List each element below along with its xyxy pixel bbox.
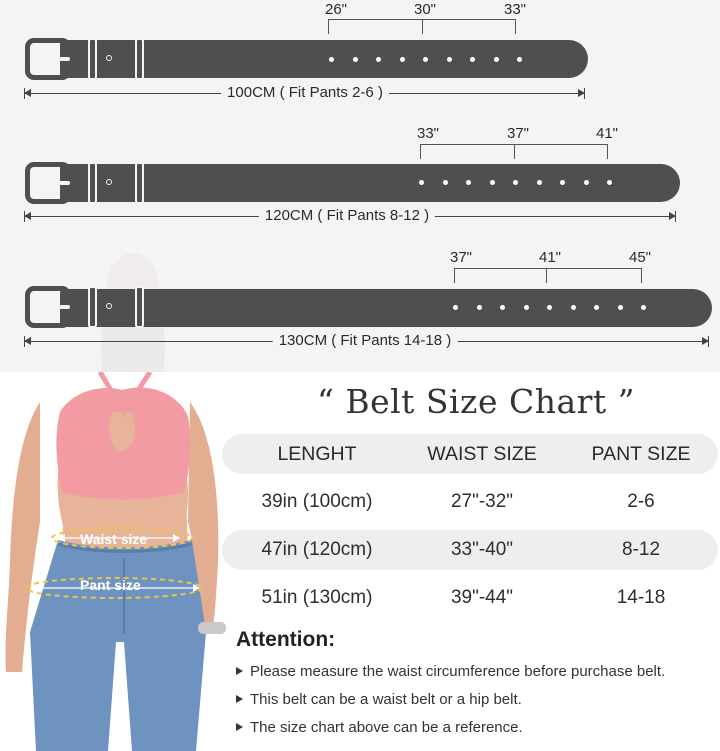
rivet-icon [106,179,112,185]
belt-keeper [88,286,97,328]
row-waist-size: 39"-44" [450,587,514,608]
belt-hole [537,180,542,185]
attention-note [236,663,665,680]
pant-size-label: Pant size [80,577,141,593]
belt-keeper [88,162,97,204]
belt-hole [513,180,518,185]
note-text: Please measure the waist circumference before purchase belt. [250,663,666,680]
table-row [222,578,718,618]
belt-hole [547,305,552,310]
bullet-arrow-icon [236,667,243,675]
attention-heading: Attention: [236,628,336,651]
belt-diagram-panel [0,0,720,372]
row-pant-size: 8-12 [621,539,661,560]
row-waist-size: 27"-32" [450,491,514,512]
length-measure-line [25,332,708,349]
header-waist-size: WAIST SIZE [427,443,537,465]
rivet-icon [106,303,112,309]
belt-hole [618,305,623,310]
size-chart-title: “ Belt Size Chart ” [316,382,636,421]
header-length: LENGHT [277,443,357,465]
belt-strap [60,289,712,327]
size-label: 37" [506,125,530,142]
belt-hole [477,305,482,310]
note-text: This belt can be a waist belt or a hip belt. [250,691,522,708]
row-length: 47in (120cm) [261,539,373,560]
belt-hole [641,305,646,310]
size-chart-header [222,434,718,474]
row-length: 39in (100cm) [261,491,373,512]
note-text: The size chart above can be a reference. [250,719,523,736]
belt-keeper [135,162,144,204]
header-pant-size: PANT SIZE [591,443,691,465]
belt-hole [571,305,576,310]
size-bracket [420,144,608,158]
length-label: 130CM ( Fit Pants 14-18 ) [273,332,458,349]
size-bracket [454,268,642,282]
size-label: 33" [416,125,440,142]
belt-keeper [135,286,144,328]
belt-hole [490,180,495,185]
row-length: 51in (130cm) [261,587,373,608]
belt-hole [607,180,612,185]
size-label: 30" [413,1,437,18]
attention-note [236,691,522,708]
length-measure-line [25,207,675,224]
attention-note [236,719,523,736]
buckle-prong [30,305,70,309]
row-pant-size: 14-18 [616,587,666,608]
length-label: 100CM ( Fit Pants 2-6 ) [221,84,389,101]
belt-hole [443,180,448,185]
belt-hole [594,305,599,310]
table-row [222,482,718,522]
size-label: 41" [538,249,562,266]
size-label: 37" [449,249,473,266]
belt-hole [453,305,458,310]
belt-hole [500,305,505,310]
belt-hole [524,305,529,310]
model-illustration [0,372,232,751]
length-label: 120CM ( Fit Pants 8-12 ) [259,207,435,224]
belt-hole [419,180,424,185]
row-pant-size: 2-6 [627,491,655,512]
size-label: 33" [503,1,527,18]
buckle-prong [30,181,70,185]
bullet-arrow-icon [236,695,243,703]
row-waist-size: 33"-40" [450,539,514,560]
size-label: 26" [324,1,348,18]
belt-hole [466,180,471,185]
size-label: 41" [595,125,619,142]
bullet-arrow-icon [236,723,243,731]
belt-hole [584,180,589,185]
table-row [222,530,718,570]
waist-size-label: Waist size [80,531,148,547]
belt-hole [560,180,565,185]
size-label: 45" [628,249,652,266]
